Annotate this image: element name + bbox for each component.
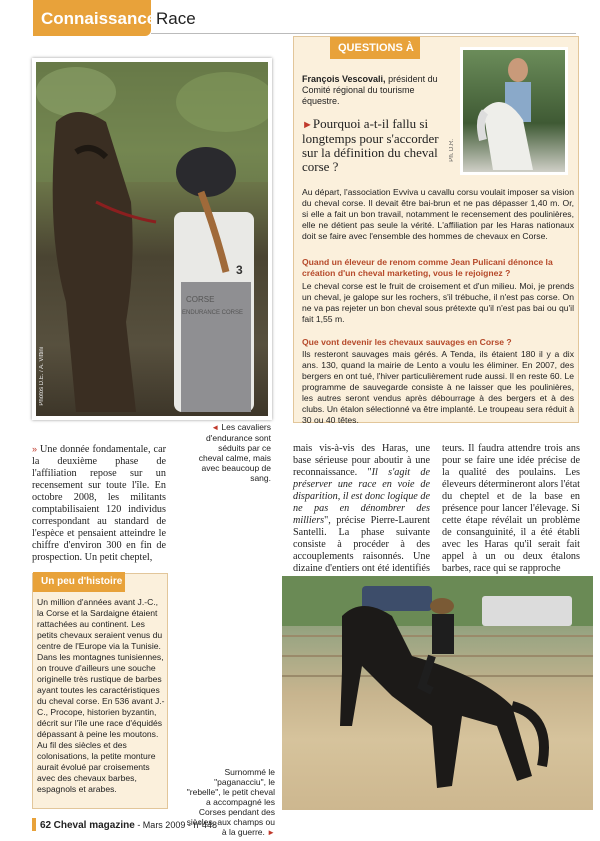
rodeo-caption-text: Surnommé le "paganacciu", le "rebelle", le petit cheval a accompagné les Corses pendant des siècles, aux champs ou à la guerre.: [186, 767, 275, 837]
rider-horse-illustration: [36, 62, 268, 416]
svg-text:3: 3: [236, 263, 243, 277]
main-photo: [32, 58, 272, 420]
vest-text-2: ENDURANCE CORSE: [182, 310, 244, 316]
issue-info: - Mars 2009 - n°448: [137, 820, 217, 830]
section-label: Connaissances: [41, 9, 166, 28]
interviewee-photo-credit: Ph. D.R.: [449, 139, 455, 162]
caption-text: Les cavaliers d'endurance sont séduits par ce cheval calme, mais avec beaucoup de sang.: [198, 422, 271, 483]
question-2: Quand un éleveur de renom comme Jean Pulicani dénonce la création d'un cheval marketing, vous le rejoignez ?: [302, 257, 553, 278]
answer-2: Le cheval corse est le fruit de croisement et d'un milieu. Moi, je prends un cheval, je galope sur les rochers, s'il trébuche, il n'est pas corse. On ne va pas rejeter un bon cheval sous prétexte qu'il n'est pas bai ou qu'il fait 1,55 m.: [302, 281, 574, 324]
header-divider: [151, 33, 576, 34]
subsection-label: Race: [156, 9, 196, 28]
caption-arrow-icon: ◄: [211, 423, 222, 432]
question-1: ►Pourquoi a-t-il fallu si longtemps pour s'accorder sur la définition du cheval corse ?: [302, 116, 439, 174]
interview-box: [293, 36, 579, 423]
body-column-1: » Une donnée fondamentale, car la deuxième phase de l'affiliation repose sur un recensement sur toute l'île. En octobre 2008, les militants comptabilisaient 120 individus correspondant au standard de l'espèce et pensaient atteindre le chiffre d'environ 300 en fin de prospection. Un petit cheptel,: [32, 444, 166, 563]
interview-tab: [330, 37, 420, 59]
footer-accent-bar: [32, 818, 36, 831]
rearing-horse-illustration: [282, 576, 593, 810]
rodeo-caption-arrow-icon: ►: [264, 828, 275, 837]
body-column-3: teurs. Il faudra attendre trois ans pour se faire une idée précise de la qualité des poulains. Les éleveurs détermineront alors l'état du cheptel et de la base en présence pour lancer l'élevage. Si cette étape révélait un problème de consanguinité, il a été établi avec les Haras qu'il serait fait appel à un ou deux étalons barbes, race qui se rapproche: [442, 443, 580, 574]
history-box: [32, 573, 168, 809]
interviewee-info: [302, 74, 452, 107]
interviewee-role: président du Comité régional du tourisme équestre.: [302, 74, 438, 106]
history-text: Un million d'années avant J.-C., la Corse et la Sardaigne étaient rattachées au continent. Les petits chevaux seraient venus du centre de l'Europe via la Tunisie. Dans les montagnes tunisiennes, on trouve d'ailleurs une souche originelle très rustique de barbes ayant toutes les caractéristiques du cheval corse. En 536 avant J.-C., Procope, historien byzantin, décrit sur l'île une race d'équidés dépassant à peine les moutons. Au fil des siècles et des colonisations, la petite monture aurait évolué par croisements avec des chevaux barbes, espagnols et arabes.: [37, 597, 165, 794]
interviewee-name: François Vescovali,: [302, 74, 386, 84]
interviewee-illustration: [463, 50, 565, 172]
photo-credit: Photos D.E. / A. Vittini: [39, 347, 45, 406]
history-tab-label: Un peu d'histoire: [41, 576, 123, 587]
vest-text-1: CORSE: [186, 295, 215, 304]
answer-1: Au départ, l'association Evviva u cavallu corsu voulait imposer sa vision du cheval corse. Il devait être bai-brun et ne pas dépasser 1,40 m. Or, si elle a fait un bon travail, notamment le recensement des poulinières, elle ne détient pas seule la vérité. L'affiliation par les Haras nationaux doit se faire avec l'ensemble des hommes de chevaux en Corse.: [302, 187, 574, 241]
page-number: 62: [40, 820, 52, 831]
interview-tab-label: QUESTIONS À: [338, 42, 414, 54]
interviewee-photo: [449, 47, 568, 175]
answer-3: Ils resteront sauvages mais gérés. A Tenda, ils étaient 180 il y a dix ans. 130, quand la mairie de Lento a voulu les éliminer. En 2007, des bergers en ont tué, l'hiver particulièrement rude aussi. Il en reste 60. Le programme de sauvegarde consiste à ne laisser que les poulinières, les autres seront vendus après débourrage à des bergers et à des clubs. Un étalon sélectionné va être implanté. Le troupeau sera réduit à 30 ou 40 têtes.: [302, 349, 574, 425]
photo-caption: [196, 422, 271, 483]
page-footer: [40, 820, 217, 831]
rodeo-photo: [282, 576, 593, 810]
question-3: Que vont devenir les chevaux sauvages en Corse ?: [302, 337, 512, 347]
section-tab: [33, 0, 166, 36]
body-column-2: mais vis-à-vis des Haras, une base sérieuse pour aboutir à une reconnaissance. "Il s'agit de préserver une race en voie de disparition, il est donc logique de ne pas en dénombrer des milliers", précise Pierre-Laurent Santelli. La phase suivante consiste à procéder à des accouplements raisonnés. Une dizaine d'entiers ont été identifiés: [293, 443, 430, 574]
magazine-name: Cheval magazine: [53, 820, 135, 831]
question-arrow-icon: ►: [302, 119, 313, 131]
paragraph-marker-icon: »: [32, 444, 41, 454]
history-tab: [33, 572, 125, 592]
